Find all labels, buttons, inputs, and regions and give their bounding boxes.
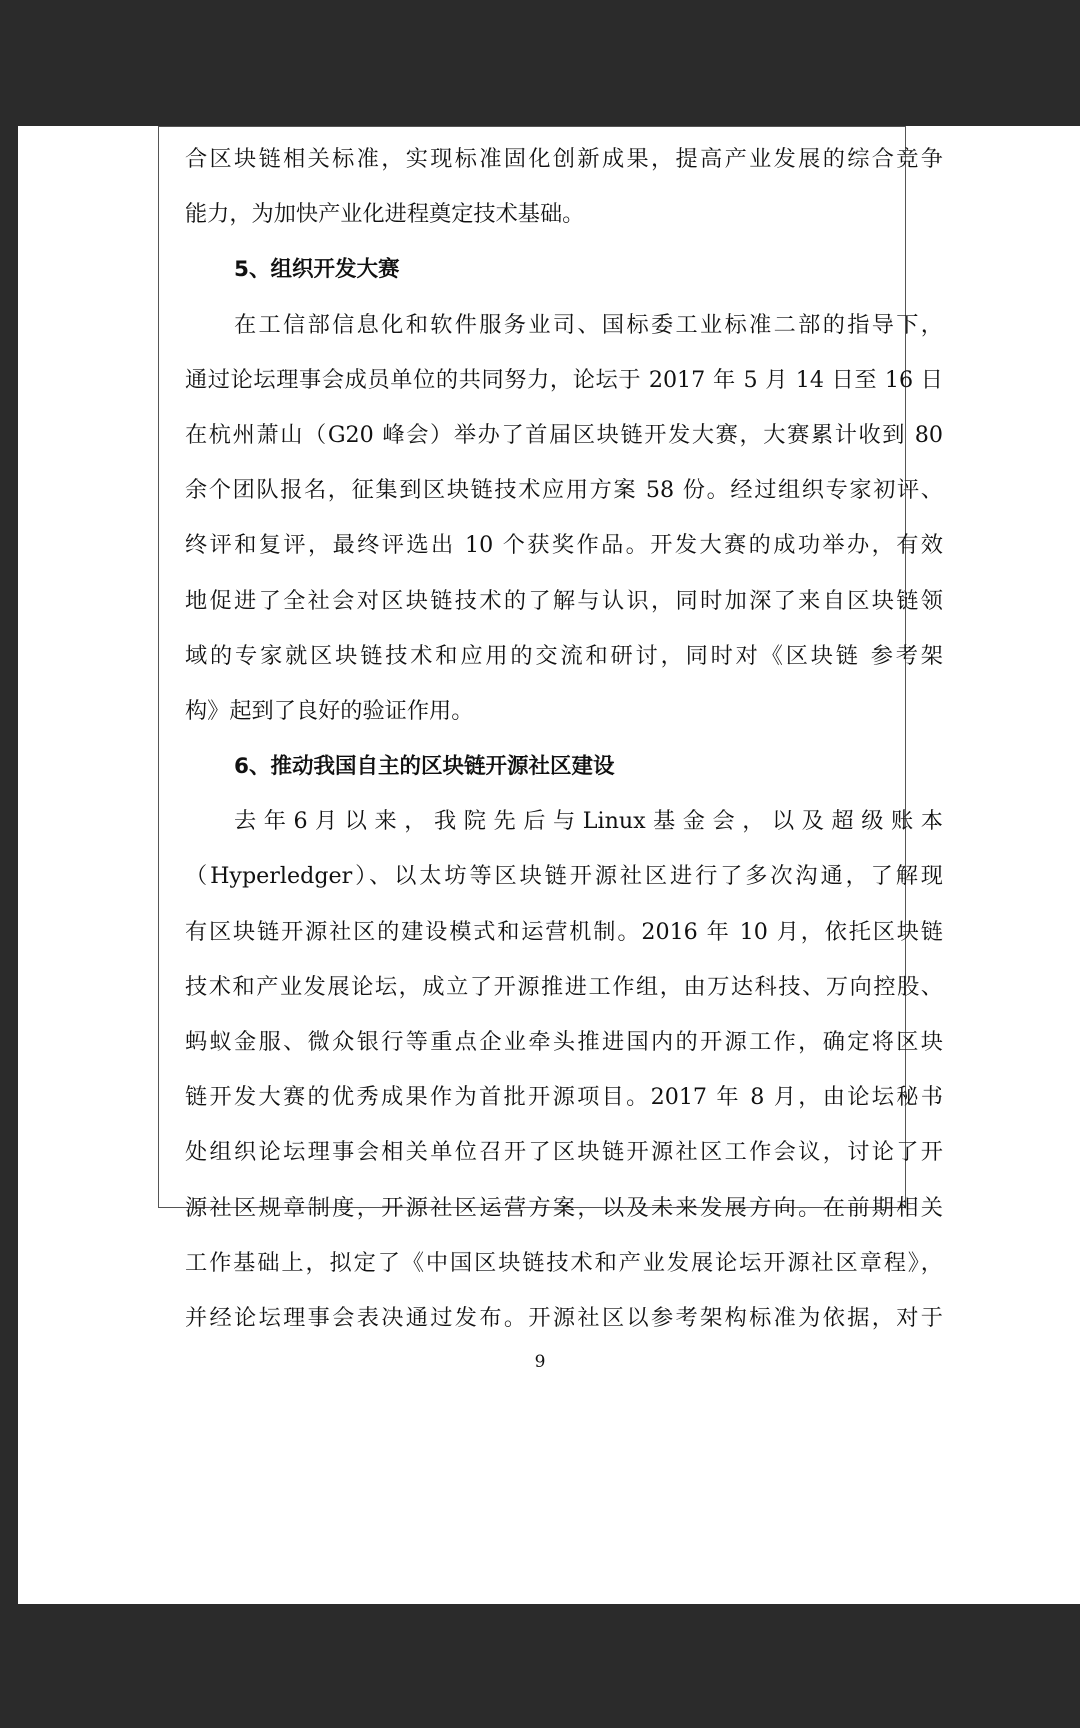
paragraph-3-line-8: 源社区规章制度，开源社区运营方案，以及未来发展方向。在前期相关: [185, 1194, 943, 1221]
paragraph-3-line-9: 工作基础上，拟定了《中国区块链技术和产业发展论坛开源社区章程》，: [185, 1249, 943, 1276]
section-heading-6: 6、推动我国自主的区块链开源社区建设: [234, 754, 615, 780]
paragraph-2-line-7: 域的专家就区块链技术和应用的交流和研讨，同时对《区块链 参考架: [185, 642, 943, 669]
paragraph-2-line-2: 通过论坛理事会成员单位的共同努力，论坛于 2017 年 5 月 14 日至 16 日: [185, 366, 943, 393]
paragraph-2-line-4: 余个团队报名，征集到区块链技术应用方案 58 份。经过组织专家初评、: [185, 477, 943, 504]
paragraph-3-line-1: 去 年 6 月 以 来 ， 我 院 先 后 与 Linux 基 金 会 ， 以 及 超 级 账 本: [234, 808, 943, 835]
paragraph-2-line-3: 在杭州萧山（G20 峰会）举办了首届区块链开发大赛，大赛累计收到 80: [185, 421, 943, 448]
section-heading-5: 5、组织开发大赛: [234, 257, 400, 283]
document-body: [185, 132, 943, 1346]
paragraph-3-line-4: 技术和产业发展论坛，成立了开源推进工作组，由万达科技、万向控股、: [185, 973, 943, 1000]
paragraph-3-line-7: 处组织论坛理事会相关单位召开了区块链开源社区工作会议，讨论了开: [185, 1139, 943, 1166]
paragraph-2-line-6: 地促进了全社会对区块链技术的了解与认识，同时加深了来自区块链领: [185, 587, 943, 614]
paragraph-3-line-3: 有区块链开源社区的建设模式和运营机制。2016 年 10 月，依托区块链: [185, 918, 943, 945]
paragraph-2-line-5: 终评和复评，最终评选出 10 个获奖作品。开发大赛的成功举办，有效: [185, 532, 943, 559]
paragraph-3-line-6: 链开发大赛的优秀成果作为首批开源项目。2017 年 8 月，由论坛秘书: [185, 1084, 943, 1111]
paragraph-3-line-10: 并经论坛理事会表决通过发布。开源社区以参考架构标准为依据，对于: [185, 1304, 943, 1331]
paragraph-2-line-1: 在工信部信息化和软件服务业司、国标委工业标准二部的指导下，: [234, 311, 943, 338]
paragraph-3-line-5: 蚂蚁金服、微众银行等重点企业牵头推进国内的开源工作，确定将区块: [185, 1029, 943, 1055]
paragraph-3-line-2: （Hyperledger）、以太坊等区块链开源社区进行了多次沟通，了解现: [185, 863, 943, 890]
page-number: 9: [534, 1352, 546, 1372]
paragraph-2-line-8: 构》起到了良好的验证作用。: [185, 697, 474, 724]
paragraph-1-line-2: 能力，为加快产业化进程奠定技术基础。: [185, 201, 585, 228]
paragraph-1-line-1: 合区块链相关标准，实现标准固化创新成果，提高产业发展的综合竞争: [185, 146, 943, 172]
